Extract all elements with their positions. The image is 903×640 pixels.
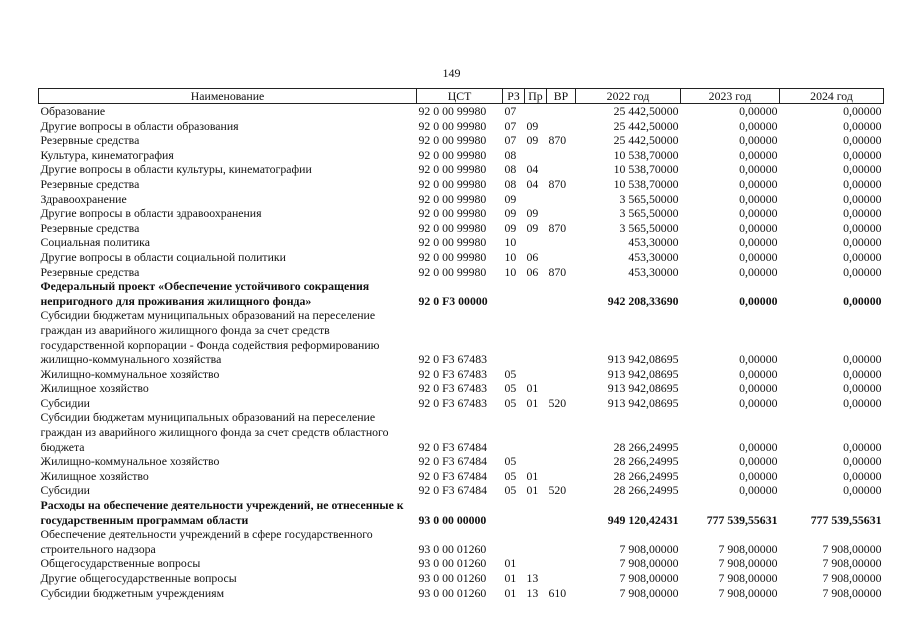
- cell-vr: [547, 527, 576, 556]
- cell-name: Субсидии: [40, 483, 90, 498]
- cell-name: Резервные средства: [40, 133, 140, 148]
- cell-name: Резервные средства: [40, 264, 140, 279]
- budget-table: [38, 88, 884, 600]
- page-number: 149: [442, 66, 461, 80]
- table-row: [39, 556, 884, 571]
- cell-rz: 05: [504, 483, 517, 498]
- cell-2022: 3 565,50000: [619, 220, 679, 235]
- cell-rz: 05: [504, 468, 517, 483]
- cell-cst: 92 0 00 99980: [418, 104, 487, 118]
- cell-rz: 05: [504, 381, 517, 396]
- cell-2022: 913 942,08695: [607, 381, 679, 396]
- cell-name: Расходы на обеспечение деятельности учреждений, не отнесенные к государственным программам области: [40, 498, 404, 527]
- cell-2022: 25 442,50000: [613, 104, 679, 118]
- cell-2022: 913 942,08695: [607, 395, 679, 410]
- cell-pr: 01: [526, 468, 539, 483]
- cell-2022: 28 266,24995: [613, 454, 679, 469]
- cell-2023: 7 908,00000: [718, 541, 778, 556]
- cell-rz: 01: [504, 571, 517, 585]
- cell-2022: 453,30000: [628, 235, 679, 250]
- cell-2024: 0,00000: [843, 206, 882, 221]
- cell-2023: 0,00000: [739, 352, 778, 367]
- cell-cst: 92 0 F3 67483: [418, 381, 487, 396]
- cell-rz: 05: [504, 395, 517, 410]
- header-pr: Пр: [525, 89, 547, 104]
- cell-vr: [547, 367, 576, 382]
- cell-vr: [547, 556, 576, 571]
- cell-cst: 92 0 F3 00000: [418, 293, 488, 308]
- cell-name: Образование: [40, 104, 106, 118]
- table-row: [39, 527, 884, 556]
- table-row: [39, 483, 884, 498]
- cell-name: Федеральный проект «Обеспечение устойчивого сокращения непригодного для проживания жилищного фонда»: [40, 279, 370, 308]
- cell-2024: 0,00000: [843, 104, 882, 118]
- table-body: [39, 104, 884, 601]
- cell-2022: 7 908,00000: [619, 541, 679, 556]
- cell-2023: 0,00000: [739, 220, 778, 235]
- cell-pr: 04: [526, 162, 539, 177]
- header-2022: 2022 год: [576, 89, 681, 104]
- cell-cst: 92 0 00 99980: [418, 147, 487, 162]
- cell-vr: [547, 104, 576, 119]
- cell-name: Другие вопросы в области здравоохранения: [40, 206, 262, 221]
- cell-cst: 92 0 00 99980: [418, 249, 487, 264]
- cell-pr: [525, 527, 547, 556]
- table-row: [39, 571, 884, 586]
- cell-2023: 0,00000: [739, 249, 778, 264]
- cell-2023: 0,00000: [739, 104, 778, 118]
- cell-name: Жилищное хозяйство: [40, 468, 149, 483]
- cell-2022: 3 565,50000: [619, 206, 679, 221]
- cell-2024: 0,00000: [843, 176, 882, 191]
- cell-vr: [547, 235, 576, 250]
- cell-rz: 07: [504, 104, 517, 118]
- cell-name: Резервные средства: [40, 220, 140, 235]
- cell-2023: 0,00000: [739, 176, 778, 191]
- table-row: [39, 396, 884, 411]
- cell-rz: 08: [504, 176, 517, 191]
- header-vr: ВР: [547, 89, 576, 104]
- cell-vr: [547, 498, 576, 527]
- cell-vr: [547, 410, 576, 454]
- table-row: [39, 586, 884, 601]
- cell-cst: 93 0 00 01260: [418, 571, 487, 585]
- cell-pr: [525, 410, 547, 454]
- table-row: [39, 308, 884, 366]
- cell-rz: 10: [504, 235, 517, 250]
- cell-pr: [525, 235, 547, 250]
- table-row: [39, 279, 884, 308]
- cell-2024: 7 908,00000: [822, 571, 882, 585]
- table-row: [39, 177, 884, 192]
- table-row: [39, 381, 884, 396]
- cell-pr: 01: [526, 483, 539, 498]
- cell-rz: [503, 410, 525, 454]
- cell-2022: 10 538,70000: [613, 176, 679, 191]
- cell-rz: 01: [504, 556, 517, 571]
- cell-2023: 0,00000: [739, 439, 778, 454]
- cell-cst: 92 0 F3 67483: [418, 395, 487, 410]
- cell-2022: 10 538,70000: [613, 162, 679, 177]
- cell-2023: 0,00000: [739, 162, 778, 177]
- cell-2023: 0,00000: [739, 468, 778, 483]
- table-row: [39, 221, 884, 236]
- cell-2024: 0,00000: [843, 483, 882, 498]
- cell-2024: 0,00000: [843, 162, 882, 177]
- cell-rz: 09: [504, 206, 517, 221]
- cell-rz: 08: [504, 162, 517, 177]
- cell-name: Жилищно-коммунальное хозяйство: [40, 366, 220, 381]
- table-row: [39, 148, 884, 163]
- cell-2023: 0,00000: [739, 293, 778, 308]
- cell-cst: 92 0 00 99980: [418, 191, 487, 206]
- cell-pr: [525, 279, 547, 308]
- cell-pr: [525, 104, 547, 119]
- cell-cst: 92 0 F3 67484: [418, 468, 487, 483]
- table-row: [39, 119, 884, 134]
- cell-rz: 07: [504, 118, 517, 133]
- table-row: [39, 367, 884, 382]
- cell-2024: 0,00000: [843, 147, 882, 162]
- cell-cst: 92 0 00 99980: [418, 235, 487, 250]
- cell-2023: 0,00000: [739, 381, 778, 396]
- cell-2022: 913 942,08695: [607, 366, 679, 381]
- cell-cst: 93 0 00 00000: [418, 512, 487, 527]
- cell-2022: 28 266,24995: [613, 468, 679, 483]
- cell-2023: 7 908,00000: [718, 571, 778, 585]
- cell-2024: 0,00000: [843, 118, 882, 133]
- cell-rz: [503, 279, 525, 308]
- cell-cst: 92 0 00 99980: [418, 133, 487, 148]
- cell-vr: 610: [548, 585, 567, 600]
- cell-pr: [525, 454, 547, 469]
- cell-name: Другие вопросы в области социальной политики: [40, 249, 286, 264]
- cell-name: Субсидии: [40, 395, 90, 410]
- cell-2024: 777 539,55631: [810, 512, 882, 527]
- cell-name: Здравоохранение: [40, 191, 127, 206]
- cell-cst: 92 0 00 99980: [418, 220, 487, 235]
- header-cst: ЦСТ: [417, 89, 503, 104]
- cell-pr: 13: [526, 585, 539, 600]
- cell-cst: 92 0 00 99980: [418, 176, 487, 191]
- cell-2024: 0,00000: [843, 454, 882, 469]
- cell-cst: 92 0 00 99980: [418, 206, 487, 221]
- cell-name: Другие общегосударственные вопросы: [40, 571, 237, 585]
- cell-2023: 777 539,55631: [706, 512, 778, 527]
- cell-pr: 09: [526, 118, 539, 133]
- cell-name: Культура, кинематография: [40, 147, 174, 162]
- cell-pr: [525, 556, 547, 571]
- table-row: [39, 498, 884, 527]
- cell-cst: 93 0 00 01260: [418, 541, 487, 556]
- cell-2024: 0,00000: [843, 191, 882, 206]
- cell-2023: 0,00000: [739, 483, 778, 498]
- header-name: Наименование: [39, 89, 417, 104]
- cell-rz: [503, 308, 525, 366]
- cell-2022: 25 442,50000: [613, 133, 679, 148]
- cell-2024: 0,00000: [843, 133, 882, 148]
- table-row: [39, 133, 884, 148]
- cell-vr: [547, 119, 576, 134]
- cell-vr: [547, 279, 576, 308]
- cell-2022: 913 942,08695: [607, 352, 679, 367]
- cell-pr: 09: [526, 206, 539, 221]
- cell-vr: 870: [548, 220, 567, 235]
- cell-rz: 01: [504, 585, 517, 600]
- cell-2024: 0,00000: [843, 395, 882, 410]
- cell-cst: 92 0 00 99980: [418, 162, 487, 177]
- cell-vr: 870: [548, 133, 567, 148]
- cell-cst: 92 0 F3 67484: [418, 454, 487, 469]
- cell-pr: [525, 367, 547, 382]
- table-row: [39, 469, 884, 484]
- cell-2023: 0,00000: [739, 366, 778, 381]
- table-row: [39, 104, 884, 119]
- cell-vr: [547, 192, 576, 207]
- cell-2023: 0,00000: [739, 118, 778, 133]
- cell-2022: 10 538,70000: [613, 147, 679, 162]
- cell-rz: [503, 498, 525, 527]
- cell-2023: 0,00000: [739, 206, 778, 221]
- cell-rz: 09: [504, 191, 517, 206]
- cell-2023: 0,00000: [739, 147, 778, 162]
- cell-pr: 01: [526, 381, 539, 396]
- cell-vr: 520: [548, 483, 567, 498]
- cell-2023: 7 908,00000: [718, 556, 778, 571]
- header-rz: РЗ: [503, 89, 525, 104]
- cell-vr: 870: [548, 176, 567, 191]
- table-header-row: [39, 89, 884, 104]
- cell-pr: 04: [526, 176, 539, 191]
- header-2024: 2024 год: [780, 89, 884, 104]
- cell-vr: [547, 250, 576, 265]
- cell-cst: 92 0 F3 67483: [418, 366, 487, 381]
- cell-vr: 520: [548, 395, 567, 410]
- table-row: [39, 192, 884, 207]
- cell-name: Жилищное хозяйство: [40, 381, 149, 396]
- table-row: [39, 250, 884, 265]
- cell-name: Общегосударственные вопросы: [40, 556, 201, 571]
- cell-2023: 0,00000: [739, 454, 778, 469]
- cell-pr: [525, 308, 547, 366]
- table-row: [39, 410, 884, 454]
- cell-cst: 92 0 00 99980: [418, 118, 487, 133]
- cell-vr: [547, 148, 576, 163]
- cell-2022: 28 266,24995: [613, 439, 679, 454]
- cell-vr: [547, 381, 576, 396]
- cell-cst: 92 0 F3 67484: [418, 483, 487, 498]
- cell-2024: 0,00000: [843, 439, 882, 454]
- cell-cst: 92 0 F3 67483: [418, 352, 487, 367]
- cell-2024: 0,00000: [843, 352, 882, 367]
- cell-name: Субсидии бюджетам муниципальных образований на переселение граждан из аварийного жилищного фонда за счет средств государственной корпорации - Фонда содействия реформированию жилищно-коммунального хозяйства: [40, 308, 380, 367]
- cell-pr: 06: [526, 264, 539, 279]
- table-row: [39, 454, 884, 469]
- cell-2022: 453,30000: [628, 264, 679, 279]
- table-row: [39, 162, 884, 177]
- cell-rz: 10: [504, 264, 517, 279]
- cell-vr: 870: [548, 264, 567, 279]
- cell-2022: 28 266,24995: [613, 483, 679, 498]
- cell-2024: 0,00000: [843, 249, 882, 264]
- cell-2023: 7 908,00000: [718, 585, 778, 600]
- cell-pr: 09: [526, 220, 539, 235]
- cell-name: Субсидии бюджетным учреждениям: [40, 585, 225, 600]
- cell-rz: 10: [504, 249, 517, 264]
- cell-cst: 92 0 F3 67484: [418, 439, 487, 454]
- table-row: [39, 206, 884, 221]
- cell-2024: 0,00000: [843, 468, 882, 483]
- cell-pr: [525, 192, 547, 207]
- cell-2022: 7 908,00000: [619, 585, 679, 600]
- cell-name: Другие вопросы в области культуры, кинематографии: [40, 162, 312, 177]
- table-row: [39, 235, 884, 250]
- cell-cst: 93 0 00 01260: [418, 585, 487, 600]
- cell-pr: [525, 148, 547, 163]
- cell-2024: 7 908,00000: [822, 541, 882, 556]
- cell-2023: 0,00000: [739, 235, 778, 250]
- cell-rz: 09: [504, 220, 517, 235]
- cell-pr: 01: [526, 395, 539, 410]
- cell-2022: 25 442,50000: [613, 118, 679, 133]
- cell-2022: 7 908,00000: [619, 556, 679, 571]
- cell-2022: 453,30000: [628, 249, 679, 264]
- cell-name: Другие вопросы в области образования: [40, 118, 239, 133]
- cell-2024: 0,00000: [843, 235, 882, 250]
- cell-name: Обеспечение деятельности учреждений в сфере государственного строительного надзора: [40, 527, 373, 556]
- cell-rz: 05: [504, 366, 517, 381]
- cell-name: Субсидии бюджетам муниципальных образований на переселение граждан из аварийного жилищного фонда за счет средств областного бюджета: [40, 410, 389, 454]
- header-2023: 2023 год: [681, 89, 780, 104]
- cell-name: Социальная политика: [40, 235, 150, 250]
- cell-rz: 07: [504, 133, 517, 148]
- cell-2023: 0,00000: [739, 395, 778, 410]
- cell-rz: [503, 527, 525, 556]
- cell-vr: [547, 469, 576, 484]
- cell-2024: 0,00000: [843, 264, 882, 279]
- cell-2024: 7 908,00000: [822, 556, 882, 571]
- cell-2022: 7 908,00000: [619, 571, 679, 585]
- cell-vr: [547, 206, 576, 221]
- cell-cst: 92 0 00 99980: [418, 264, 487, 279]
- cell-name: Резервные средства: [40, 176, 140, 191]
- cell-vr: [547, 571, 576, 586]
- cell-2023: 0,00000: [739, 133, 778, 148]
- cell-2024: 0,00000: [843, 220, 882, 235]
- cell-vr: [547, 308, 576, 366]
- cell-cst: 93 0 00 01260: [418, 556, 487, 571]
- cell-pr: 06: [526, 249, 539, 264]
- cell-pr: 13: [526, 571, 539, 585]
- cell-pr: [525, 498, 547, 527]
- cell-2024: 7 908,00000: [822, 585, 882, 600]
- cell-2024: 0,00000: [843, 381, 882, 396]
- cell-pr: 09: [526, 133, 539, 148]
- cell-name: Жилищно-коммунальное хозяйство: [40, 454, 220, 469]
- cell-rz: 08: [504, 147, 517, 162]
- cell-2022: 942 208,33690: [607, 293, 679, 308]
- cell-vr: [547, 454, 576, 469]
- cell-vr: [547, 162, 576, 177]
- cell-2024: 0,00000: [843, 366, 882, 381]
- cell-2023: 0,00000: [739, 264, 778, 279]
- cell-2024: 0,00000: [843, 293, 882, 308]
- cell-2022: 3 565,50000: [619, 191, 679, 206]
- cell-2023: 0,00000: [739, 191, 778, 206]
- cell-2022: 949 120,42431: [607, 512, 679, 527]
- cell-rz: 05: [504, 454, 517, 469]
- table-row: [39, 265, 884, 280]
